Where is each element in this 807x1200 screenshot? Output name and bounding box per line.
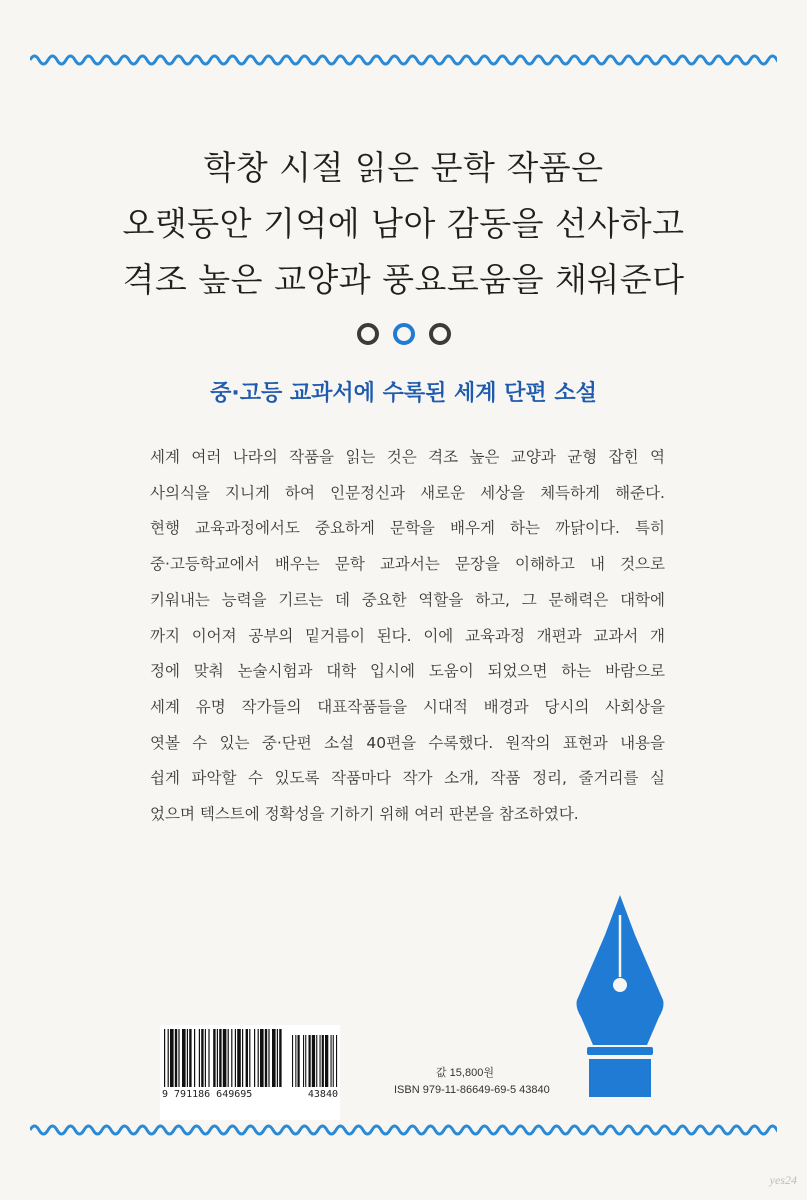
description-line: 쉽게 파악할 수 있도록 작품마다 작가 소개, 작품 정리, 줄거리를 실 xyxy=(150,769,665,788)
top-wave-border-icon xyxy=(30,50,777,70)
barcode-bar xyxy=(303,1035,304,1087)
bottom-wave-border-icon xyxy=(30,1120,777,1140)
barcode-bar xyxy=(322,1035,324,1087)
barcode-bar xyxy=(194,1029,195,1087)
barcode-bar xyxy=(268,1029,269,1087)
barcode-bar xyxy=(320,1035,321,1087)
barcode-bar xyxy=(228,1029,229,1087)
barcode-bar xyxy=(298,1035,300,1087)
fountain-pen-nib-icon xyxy=(565,895,675,1100)
barcode-bar xyxy=(331,1035,332,1087)
description-line: 었으며 텍스트에 정확성을 기하기 위해 여러 판본을 참조하였다. xyxy=(150,805,579,824)
tagline-line: 학창 시절 읽은 문학 작품은 xyxy=(203,148,604,187)
tagline-line: 오랫동안 기억에 남아 감동을 선사하고 xyxy=(122,204,685,243)
barcode-bar xyxy=(208,1029,209,1087)
description-line: 엿볼 수 있는 중·단편 소설 40편을 수록했다. 원작의 표현과 내용을 xyxy=(150,733,665,752)
barcode-bar xyxy=(187,1029,188,1087)
barcode-bar xyxy=(170,1029,174,1087)
barcode-bar xyxy=(189,1029,191,1087)
dot-icon xyxy=(429,323,451,345)
barcode-bar xyxy=(182,1029,186,1087)
description-line: 키워내는 능력을 기르는 데 중요한 역할을 하고, 그 문해력은 대학에 xyxy=(150,590,665,609)
barcode-bar xyxy=(164,1029,165,1087)
price: 값 15,800원 xyxy=(436,1067,494,1079)
divider-dots xyxy=(0,323,807,345)
barcode-bar xyxy=(246,1029,248,1087)
barcode-bar xyxy=(205,1029,206,1087)
barcode xyxy=(160,1025,340,1120)
subtitle: 중·고등 교과서에 수록된 세계 단편 소설 xyxy=(210,381,597,406)
barcode-number: 9 791186 649695 xyxy=(162,1089,253,1100)
barcode-bar xyxy=(272,1029,276,1087)
barcode-bar xyxy=(242,1029,243,1087)
barcode-bar xyxy=(265,1029,267,1087)
barcode-bar xyxy=(277,1029,278,1087)
description xyxy=(150,440,665,833)
barcode-bar xyxy=(260,1029,264,1087)
watermark: yes24 xyxy=(769,1173,797,1187)
barcode-bar xyxy=(316,1035,317,1087)
barcode-bar xyxy=(295,1035,296,1087)
tagline-line: 격조 높은 교양과 풍요로움을 채워준다 xyxy=(122,260,685,299)
dot-icon xyxy=(357,323,379,345)
barcode-bar xyxy=(309,1035,311,1087)
barcode-bar xyxy=(231,1029,232,1087)
barcode-bar xyxy=(217,1029,218,1087)
barcode-digits xyxy=(160,1089,340,1100)
barcode-addon-number: 43840 xyxy=(307,1089,338,1100)
barcode-bar xyxy=(223,1029,227,1087)
barcode-bar xyxy=(312,1035,315,1087)
barcode-bar xyxy=(201,1029,203,1087)
barcode-icon xyxy=(160,1025,340,1089)
description-line: 정에 맞춰 논술시험과 대학 입시에 도움이 되었으면 하는 바람으로 xyxy=(150,662,665,681)
description-line: 세계 유명 작가들의 대표작품들을 시대적 배경과 당시의 사회상을 xyxy=(150,697,665,716)
barcode-bar xyxy=(199,1029,200,1087)
isbn: ISBN 979-11-86649-69-5 43840 xyxy=(394,1084,550,1096)
barcode-bar xyxy=(254,1029,255,1087)
barcode-bar xyxy=(219,1029,221,1087)
barcode-bar xyxy=(213,1029,215,1087)
barcode-bar xyxy=(279,1029,281,1087)
barcode-bar xyxy=(237,1029,241,1087)
barcode-bar xyxy=(292,1035,293,1087)
description-line: 세계 여러 나라의 작품을 읽는 것은 격조 높은 교양과 균형 잡힌 역 xyxy=(150,448,665,466)
description-line: 사의식을 지니게 하여 인문정신과 새로운 세상을 체득하게 해준다. xyxy=(150,483,665,502)
barcode-bar xyxy=(325,1035,328,1087)
barcode-bar xyxy=(336,1035,337,1087)
tagline xyxy=(0,140,807,308)
barcode-bar xyxy=(333,1035,334,1087)
description-line: 까지 이어져 공부의 밑거름이 된다. 이에 교육과정 개편과 교과서 개 xyxy=(150,626,665,645)
description-line: 현행 교육과정에서도 중요하게 문학을 배우게 하는 까닭이다. 특히 xyxy=(150,519,665,538)
barcode-bar xyxy=(258,1029,259,1087)
barcode-bar xyxy=(249,1029,250,1087)
barcode-bar xyxy=(178,1029,179,1087)
dot-icon xyxy=(393,323,415,345)
barcode-bar xyxy=(175,1029,177,1087)
barcode-bar xyxy=(305,1035,306,1087)
barcode-bar xyxy=(168,1029,169,1087)
description-line: 중·고등학교에서 배우는 문학 교과서는 문장을 이해하고 내 것으로 xyxy=(150,555,665,574)
barcode-bar xyxy=(235,1029,236,1087)
